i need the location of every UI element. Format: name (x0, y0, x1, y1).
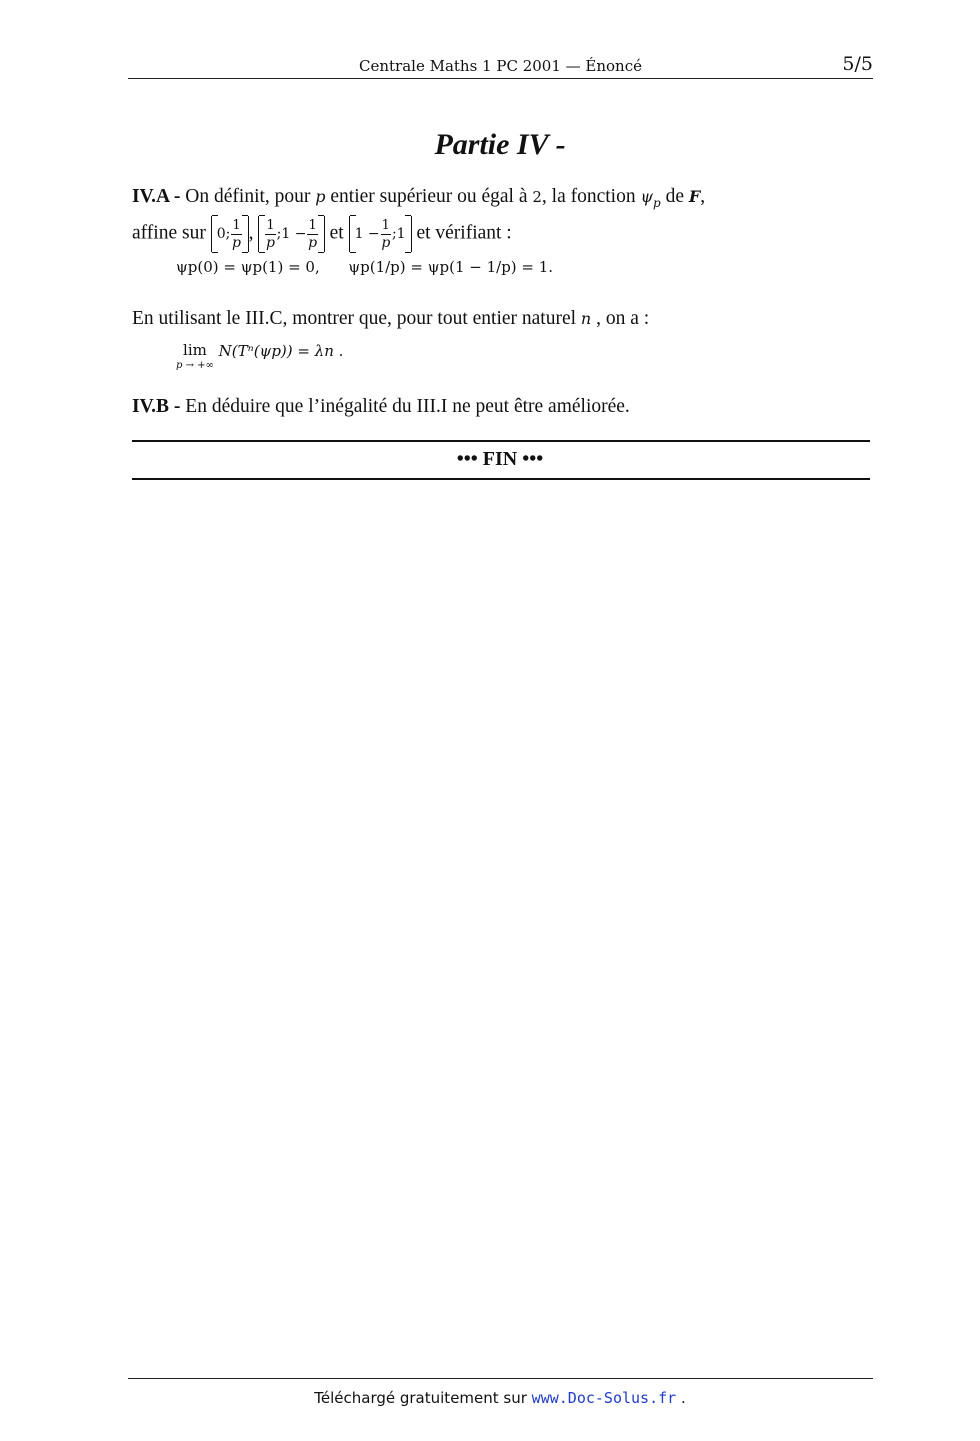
comma: , (248, 222, 254, 244)
iva-text: de (660, 186, 689, 207)
footer-text-end: . (676, 1389, 686, 1407)
fin-marker: ••• FIN ••• (456, 448, 544, 470)
iva-text: et vérifiant : (411, 222, 512, 244)
fraction-numerator: 1 (232, 217, 241, 233)
iva-text: , (700, 186, 706, 207)
psi-subscript: p (653, 195, 661, 210)
header-title: Centrale Maths 1 PC 2001 — Énoncé (359, 57, 642, 75)
interval-text: ;1 − (276, 226, 307, 242)
footer-link[interactable]: www.Doc-Solus.fr (531, 1389, 677, 1407)
interval-3 (349, 216, 412, 252)
fraction-numerator: 1 (266, 217, 275, 233)
section-title: Partie IV - (434, 128, 566, 161)
paragraph-text: , on a : (591, 308, 650, 329)
ivb-text: En déduire que l’inégalité du III.I ne peut être améliorée. (180, 396, 630, 417)
footer-text: Téléchargé gratuitement sur (314, 1389, 532, 1407)
iva-text: entier supérieur ou égal à (325, 186, 533, 207)
ivb-label: IV.B - (132, 396, 181, 417)
limit-expression: N(Tⁿ(ψp)) = λn . (218, 342, 344, 360)
interval-text: 1 − (354, 226, 380, 242)
psi-symbol: ψ (640, 187, 654, 206)
limit-subscript: p → +∞ (176, 360, 214, 371)
page-header (128, 52, 873, 79)
interval-1 (211, 216, 249, 252)
paragraph-using-iiic (132, 308, 649, 330)
number-two: 2 (532, 188, 542, 206)
paragraph-text: En utilisant le III.C, montrer que, pour tout entier naturel (132, 308, 581, 329)
footer-rule (128, 1378, 873, 1379)
iva-text: , la fonction (541, 186, 641, 207)
rule-top (132, 440, 870, 442)
ivb-line (132, 396, 630, 418)
var-n: n (580, 309, 592, 328)
fraction-numerator: 1 (308, 217, 317, 233)
interval-text: ;1 (391, 226, 406, 242)
limit-word: lim (183, 341, 207, 359)
iva-line-1 (132, 186, 705, 210)
fraction-denominator: p (266, 234, 275, 251)
rule-bottom (132, 478, 870, 480)
iva-label: IV.A - (132, 186, 181, 207)
page-number: 5/5 (842, 53, 873, 75)
iva-text: On définit, pour (180, 186, 316, 207)
fraction-denominator: p (308, 234, 318, 251)
fraction-numerator: 1 (381, 217, 390, 233)
equation-left: ψp(0) = ψp(1) = 0, (176, 258, 320, 276)
var-p: p (315, 187, 326, 206)
fraction-denominator: p (381, 234, 391, 251)
limit-operator (176, 342, 214, 374)
iva-text: et (324, 222, 349, 244)
interval-text: 0; (216, 226, 231, 242)
equation-limit (176, 342, 343, 374)
equation-psi-values (176, 258, 553, 276)
var-F: F (688, 187, 701, 206)
footer (0, 1389, 980, 1407)
interval-2 (258, 216, 324, 252)
iva-text: affine sur (132, 222, 211, 244)
equation-right: ψp(1/p) = ψp(1 − 1/p) = 1. (348, 258, 554, 276)
fraction-denominator: p (231, 234, 241, 251)
iva-line-2 (132, 216, 512, 252)
